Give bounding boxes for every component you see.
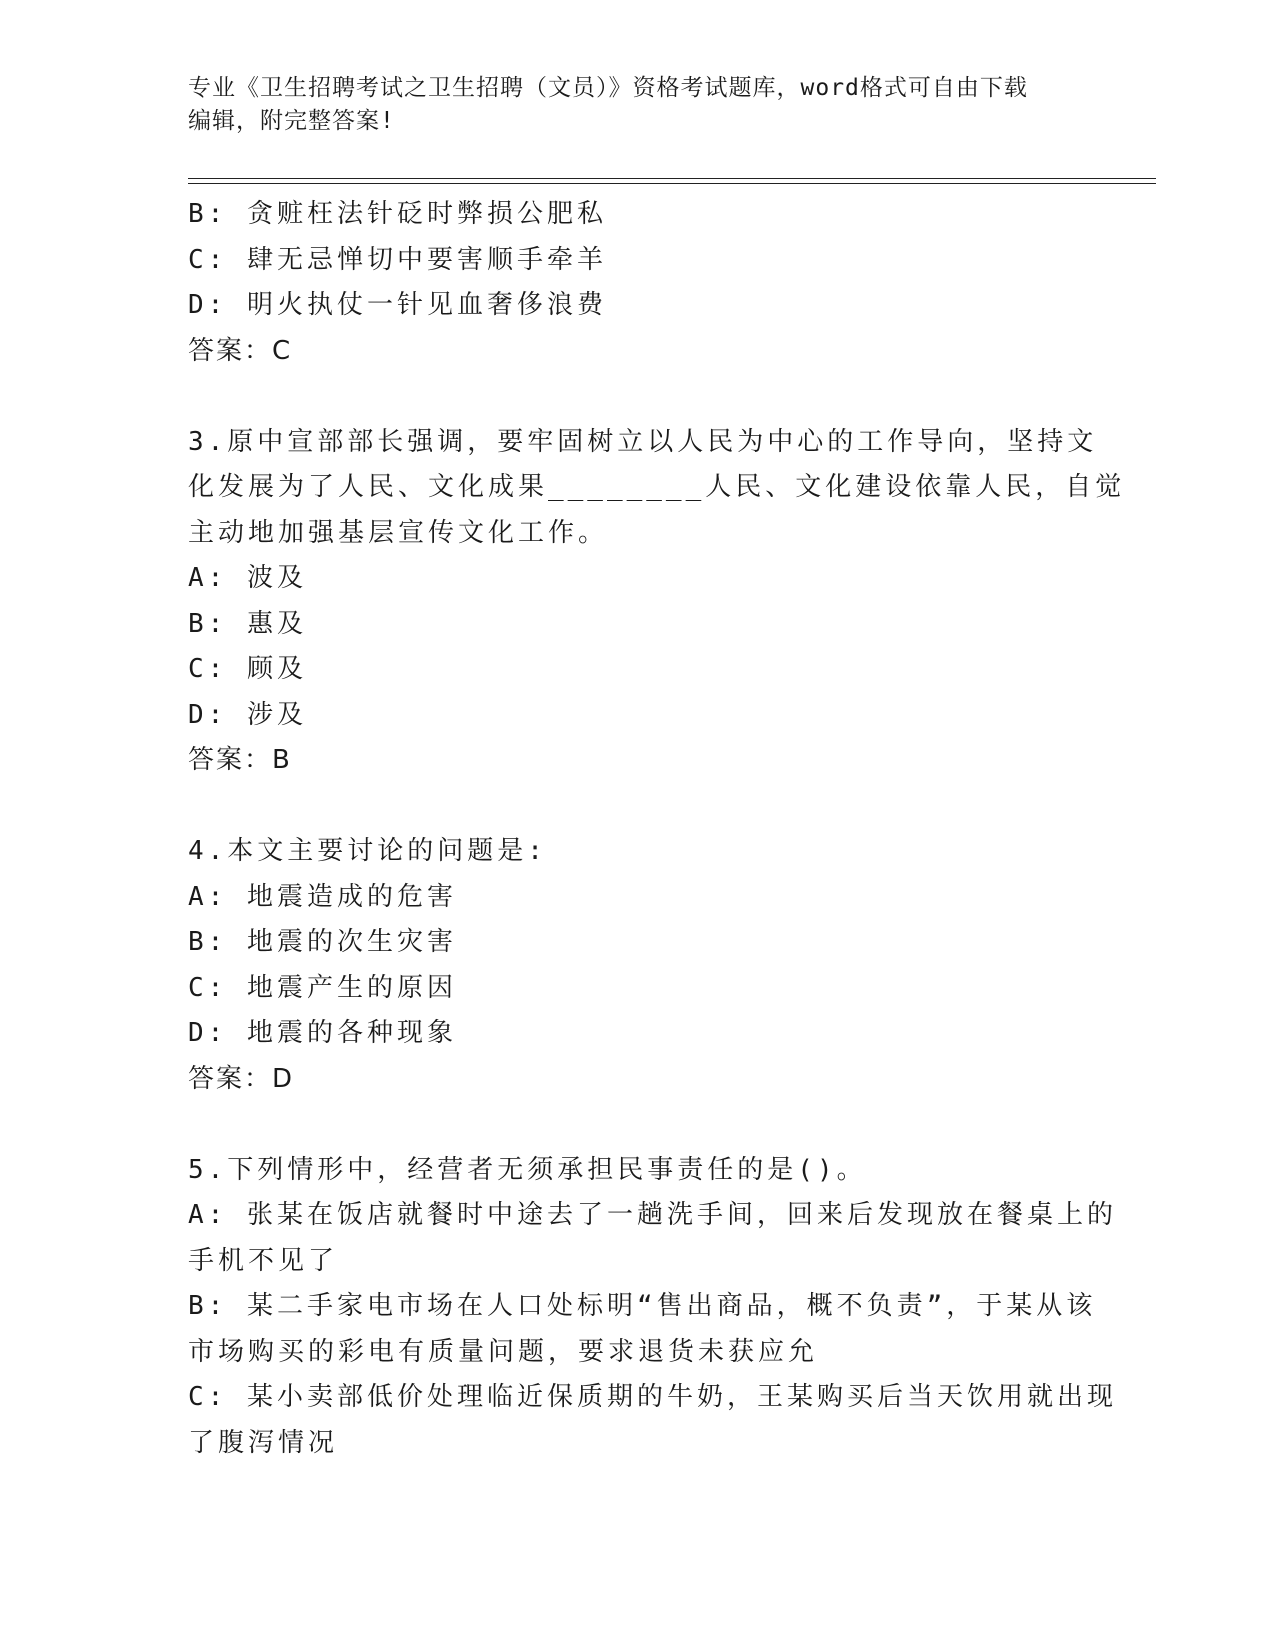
option-a-line-1: A: 张某在饭店就餐时中途去了一趟洗手间，回来后发现放在餐桌上的 — [188, 1200, 1117, 1230]
option-c-line-2: 了腹泻情况 — [188, 1427, 339, 1458]
answer-line: 答案：C — [188, 335, 293, 366]
question-5 — [188, 1148, 1117, 1467]
spacer — [188, 374, 1088, 420]
question-stem-line: 4.本文主要讨论的问题是: — [188, 836, 547, 866]
question-stem-line: 5.下列情形中，经营者无须承担民事责任的是()。 — [188, 1154, 867, 1185]
question-3 — [188, 420, 1126, 784]
option-b: B: 惠及 — [188, 608, 307, 639]
option-d: D: 明火执仗一针见血奢侈浪费 — [188, 290, 607, 320]
answer-line: 答案：B — [188, 745, 292, 775]
option-a: A: 波及 — [188, 563, 307, 593]
question-stem-line: 3.原中宣部部长强调，要牢固树立以人民为中心的工作导向，坚持文 — [188, 426, 1098, 457]
option-c-line-1: C: 某小卖部低价处理临近保质期的牛奶，王某购买后当天饮用就出现 — [188, 1382, 1117, 1412]
option-b-line-1: B: 某二手家电市场在人口处标明“售出商品，概不负责”，于某从该 — [188, 1291, 1097, 1321]
document-header — [188, 72, 1088, 138]
option-a: A: 地震造成的危害 — [188, 881, 457, 912]
spacer — [188, 1102, 1088, 1148]
answer-line: 答案：D — [188, 1063, 295, 1094]
option-c: C: 顾及 — [188, 654, 307, 684]
option-a-line-2: 手机不见了 — [188, 1245, 339, 1276]
option-c: C: 肆无忌惮切中要害顺手牵羊 — [188, 244, 607, 275]
question-4 — [188, 829, 1088, 1102]
option-b: B: 地震的次生灾害 — [188, 927, 457, 957]
question-2-tail — [188, 192, 1088, 374]
spacer — [188, 784, 1088, 830]
header-line-1: 专业《卫生招聘考试之卫生招聘（文员）》资格考试题库，word格式可自由下载 — [188, 75, 1028, 101]
question-stem-line: 化发展为了人民、文化成果________人民、文化建设依靠人民，自觉 — [188, 472, 1126, 502]
header-divider-bottom — [188, 183, 1156, 184]
header-divider-top — [188, 178, 1156, 179]
option-b: B: 贪赃枉法针砭时弊损公肥私 — [188, 199, 607, 229]
header-line-2: 编辑，附完整答案! — [188, 108, 395, 134]
option-b-line-2: 市场购买的彩电有质量问题，要求退货未获应允 — [188, 1336, 819, 1367]
option-d: D: 涉及 — [188, 699, 307, 730]
option-c: C: 地震产生的原因 — [188, 972, 457, 1003]
option-d: D: 地震的各种现象 — [188, 1018, 457, 1048]
question-content — [188, 192, 1126, 1466]
question-stem-line: 主动地加强基层宣传文化工作。 — [188, 517, 609, 548]
